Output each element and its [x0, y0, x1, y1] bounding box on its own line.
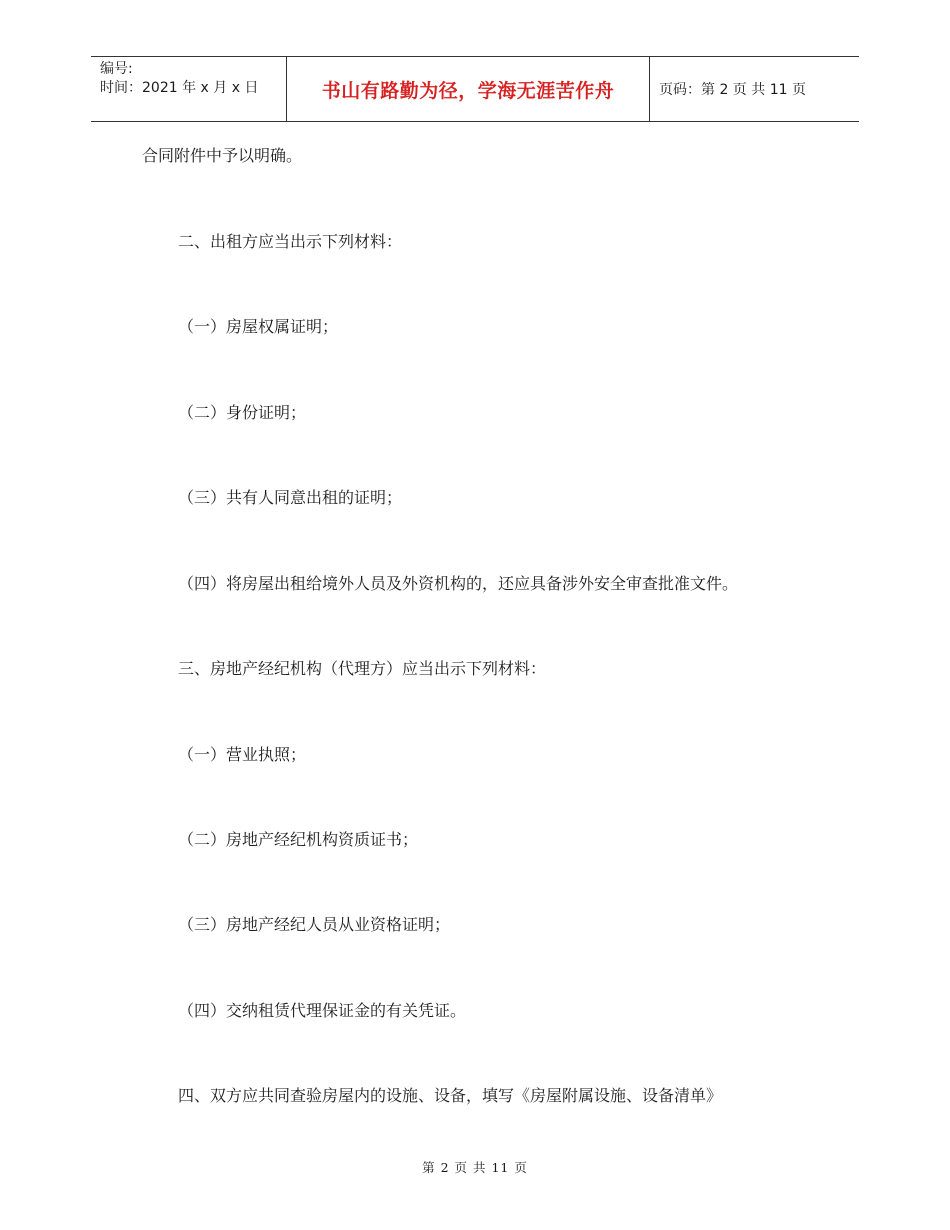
body-line: 合同附件中予以明确。: [142, 146, 303, 165]
body-line: （一）房屋权属证明；: [178, 317, 339, 336]
body-line: （二）身份证明；: [178, 403, 307, 422]
header-meta-cell: [91, 57, 287, 121]
body-line: （二）房地产经纪机构资质证书；: [178, 830, 419, 849]
page-footer: 第 2 页 共 11 页: [422, 1160, 528, 1175]
body-line: （一）营业执照；: [178, 745, 307, 764]
body-line: （三）房地产经纪人员从业资格证明；: [178, 915, 451, 934]
body-line: （四）将房屋出租给境外人员及外资机构的，还应具备涉外安全审查批准文件。: [178, 574, 739, 593]
header-page-info: 页码：第 2 页 共 11 页: [659, 82, 806, 98]
header-motto: 书山有路勤为径，学海无涯苦作舟: [287, 57, 650, 121]
section-heading: 三、房地产经纪机构（代理方）应当出示下列材料：: [178, 659, 547, 678]
body-line: （三）共有人同意出租的证明；: [178, 488, 403, 507]
section-heading: 四、双方应共同查验房屋内的设施、设备，填写《房屋附属设施、设备清单》: [178, 1086, 723, 1105]
page-header: [91, 56, 859, 122]
section-heading: 二、出租方应当出示下列材料：: [178, 232, 403, 251]
body-line: （四）交纳租赁代理保证金的有关凭证。: [178, 1001, 467, 1020]
document-date: 时间：2021 年 x 月 x 日: [100, 80, 259, 96]
document-number-label: 编号:: [100, 61, 133, 77]
